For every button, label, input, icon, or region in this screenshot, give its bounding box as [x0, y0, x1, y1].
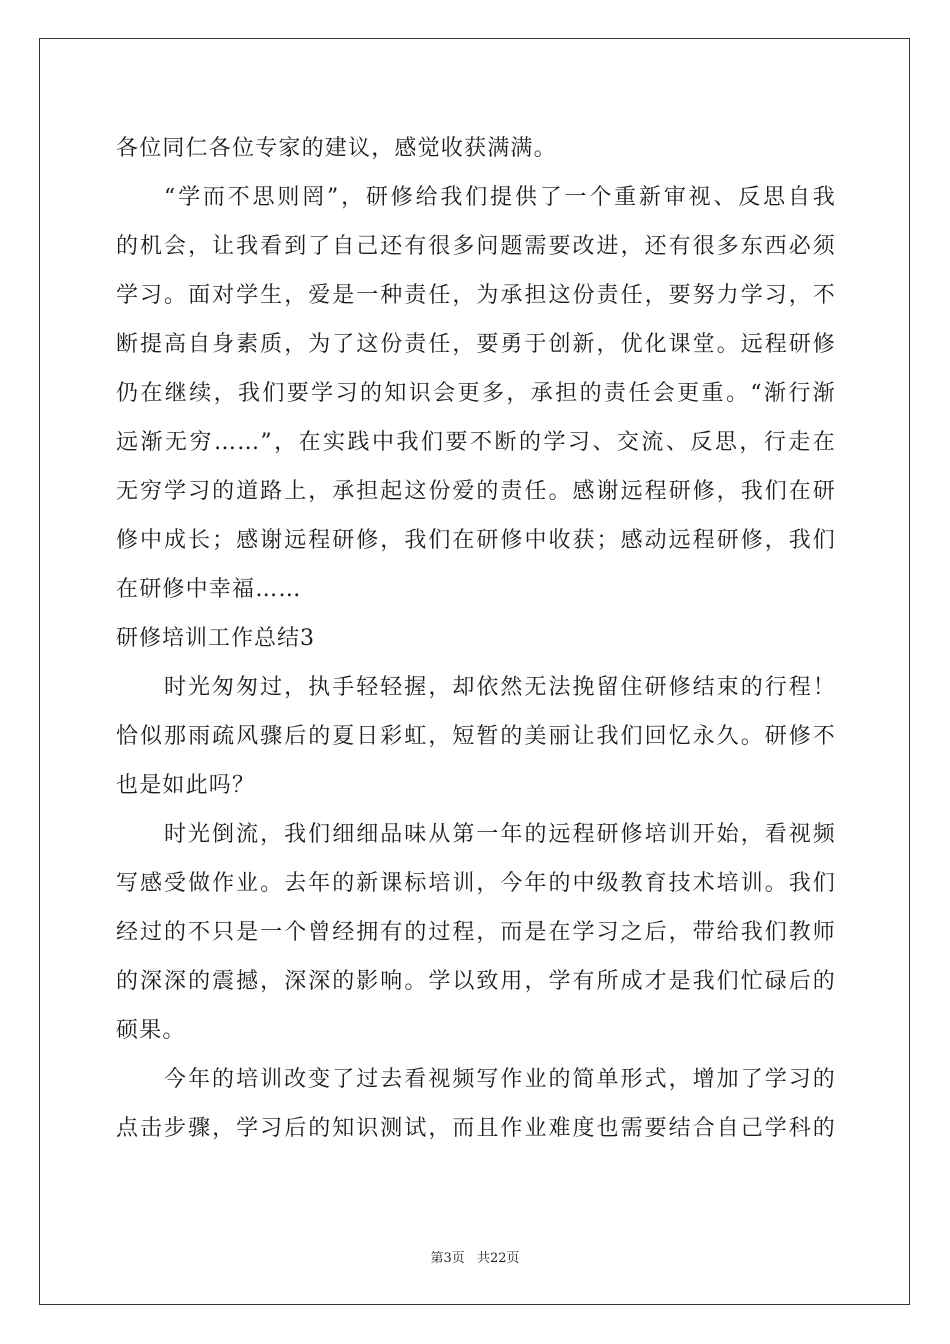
paragraph-line: 远渐无穷……”，在实践中我们要不断的学习、交流、反思，行走在: [116, 430, 836, 455]
paragraph-line: 的深深的震撼，深深的影响。学以致用，学有所成才是我们忙碌后的: [116, 969, 836, 994]
paragraph-line: 硕果。: [116, 1018, 186, 1043]
paragraph-line: 经过的不只是一个曾经拥有的过程，而是在学习之后，带给我们教师: [116, 920, 836, 945]
page-number: 第3页: [430, 1251, 465, 1266]
page-footer: [0, 1247, 950, 1266]
paragraph-line: 恰似那雨疏风骤后的夏日彩虹，短暂的美丽让我们回忆永久。研修不: [116, 724, 836, 749]
paragraph-line: 今年的培训改变了过去看视频写作业的简单形式，增加了学习的: [164, 1067, 836, 1092]
paragraph-line: 各位同仁各位专家的建议，感觉收获满满。: [116, 136, 557, 161]
page-total: 共22页: [476, 1251, 520, 1266]
paragraph-line: 断提高自身素质，为了这份责任，要勇于创新，优化课堂。远程研修: [116, 332, 836, 357]
paragraph-line: “学而不思则罔”，研修给我们提供了一个重新审视、反思自我: [164, 185, 836, 210]
paragraph-line: 时光倒流，我们细细品味从第一年的远程研修培训开始，看视频: [164, 822, 836, 847]
paragraph-line: 在研修中幸福……: [116, 577, 302, 602]
paragraph-line: 时光匆匆过，执手轻轻握，却依然无法挽留住研修结束的行程！: [164, 675, 836, 700]
section-heading: 研修培训工作总结3: [116, 626, 315, 651]
paragraph-line: 的机会，让我看到了自己还有很多问题需要改进，还有很多东西必须: [116, 234, 836, 259]
paragraph-line: 仍在继续，我们要学习的知识会更多，承担的责任会更重。“渐行渐: [116, 381, 836, 406]
paragraph-line: 修中成长；感谢远程研修，我们在研修中收获；感动远程研修，我们: [116, 528, 836, 553]
paragraph-line: 学习。面对学生，爱是一种责任，为承担这份责任，要努力学习，不: [116, 283, 836, 308]
paragraph-line: 无穷学习的道路上，承担起这份爱的责任。感谢远程研修，我们在研: [116, 479, 836, 504]
paragraph-line: 也是如此吗？: [116, 773, 256, 798]
document-body: [116, 124, 836, 1153]
paragraph-line: 点击步骤，学习后的知识测试，而且作业难度也需要结合自己学科的: [116, 1116, 836, 1141]
paragraph-line: 写感受做作业。去年的新课标培训，今年的中级教育技术培训。我们: [116, 871, 836, 896]
